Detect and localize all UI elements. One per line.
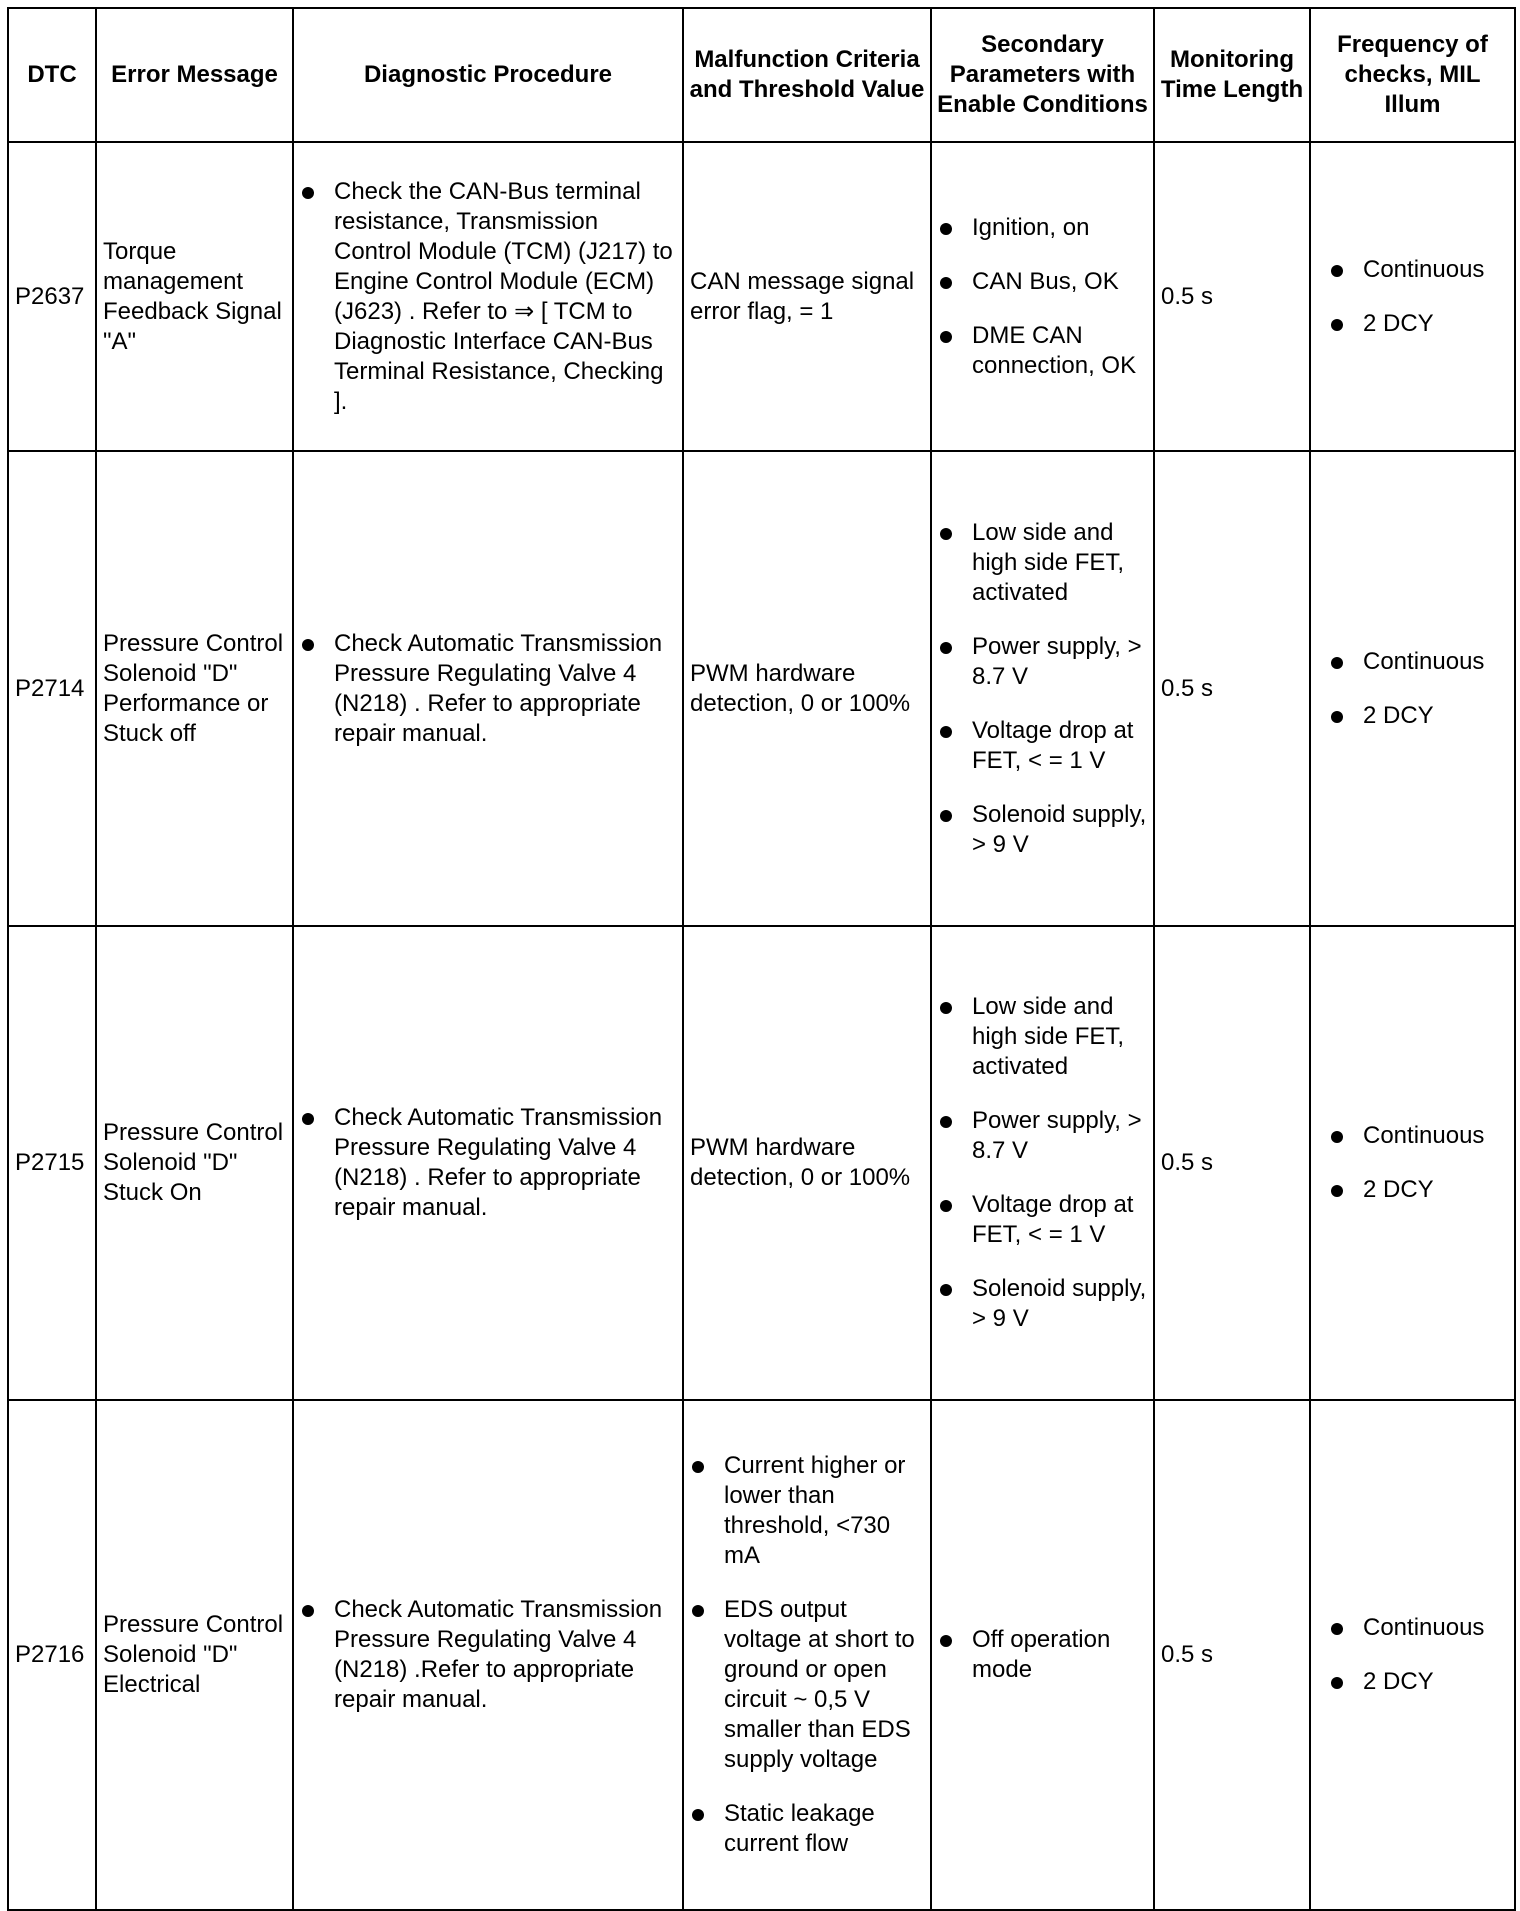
secondary-item: Power supply, > 8.7 V: [938, 632, 1147, 692]
frequency-item: 2 DCY: [1329, 1667, 1508, 1697]
frequency: [1310, 451, 1515, 926]
secondary-item: Solenoid supply, > 9 V: [938, 800, 1147, 860]
table-row: [8, 451, 1515, 926]
table-row: [8, 1400, 1515, 1910]
frequency-item: 2 DCY: [1329, 1175, 1508, 1205]
malfunction-criteria: PWM hardware detection, 0 or 100%: [683, 926, 931, 1400]
header-diagnostic-procedure: Diagnostic Procedure: [293, 8, 683, 142]
monitoring-time: 0.5 s: [1154, 142, 1310, 451]
header-frequency: Frequency of checks, MIL Illum: [1310, 8, 1515, 142]
procedure-item: Check Automatic Transmission Pressure Regulating Valve 4 (N218) . Refer to appropriate repair manual.: [300, 1103, 676, 1223]
dtc-code: P2714: [8, 451, 96, 926]
secondary-parameters: [931, 1400, 1154, 1910]
frequency-item: Continuous: [1329, 1121, 1508, 1151]
diagnostic-procedure: [293, 926, 683, 1400]
malfunction-criteria: CAN message signal error flag, = 1: [683, 142, 931, 451]
dtc-code: P2716: [8, 1400, 96, 1910]
frequency-item: Continuous: [1329, 1613, 1508, 1643]
table-row: [8, 926, 1515, 1400]
header-malfunction-criteria: Malfunction Criteria and Threshold Value: [683, 8, 931, 142]
secondary-item: Power supply, > 8.7 V: [938, 1106, 1147, 1166]
dtc-code: P2637: [8, 142, 96, 451]
table-row: [8, 142, 1515, 451]
criteria-item: EDS output voltage at short to ground or open circuit ~ 0,5 V smaller than EDS supply voltage: [690, 1595, 924, 1775]
diagnostic-procedure: [293, 451, 683, 926]
monitoring-time: 0.5 s: [1154, 1400, 1310, 1910]
secondary-item: Voltage drop at FET, < = 1 V: [938, 716, 1147, 776]
secondary-parameters: [931, 142, 1154, 451]
secondary-item: Solenoid supply, > 9 V: [938, 1274, 1147, 1334]
frequency-item: 2 DCY: [1329, 309, 1508, 339]
criteria-item: Static leakage current flow: [690, 1799, 924, 1859]
frequency-item: Continuous: [1329, 255, 1508, 285]
error-message: Torque management Feedback Signal "A": [96, 142, 293, 451]
header-error-message: Error Message: [96, 8, 293, 142]
monitoring-time: 0.5 s: [1154, 451, 1310, 926]
procedure-item: Check Automatic Transmission Pressure Regulating Valve 4 (N218) . Refer to appropriate repair manual.: [300, 629, 676, 749]
diagnostic-procedure: [293, 1400, 683, 1910]
header-monitoring-time: Monitoring Time Length: [1154, 8, 1310, 142]
malfunction-criteria: PWM hardware detection, 0 or 100%: [683, 451, 931, 926]
criteria-item: Current higher or lower than threshold, <730 mA: [690, 1451, 924, 1571]
error-message: Pressure Control Solenoid "D" Performance or Stuck off: [96, 451, 293, 926]
secondary-item: Low side and high side FET, activated: [938, 518, 1147, 608]
secondary-item: CAN Bus, OK: [938, 267, 1147, 297]
header-row: [8, 8, 1515, 142]
secondary-item: Voltage drop at FET, < = 1 V: [938, 1190, 1147, 1250]
header-secondary-parameters: Secondary Parameters with Enable Conditions: [931, 8, 1154, 142]
error-message: Pressure Control Solenoid "D" Stuck On: [96, 926, 293, 1400]
secondary-parameters: [931, 926, 1154, 1400]
secondary-parameters: [931, 451, 1154, 926]
frequency-item: 2 DCY: [1329, 701, 1508, 731]
secondary-item: DME CAN connection, OK: [938, 321, 1147, 381]
error-message: Pressure Control Solenoid "D" Electrical: [96, 1400, 293, 1910]
secondary-item: Low side and high side FET, activated: [938, 992, 1147, 1082]
diagnostic-procedure: [293, 142, 683, 451]
frequency: [1310, 926, 1515, 1400]
procedure-item: Check Automatic Transmission Pressure Regulating Valve 4 (N218) .Refer to appropriate repair manual.: [300, 1595, 676, 1715]
procedure-item: Check the CAN-Bus terminal resistance, Transmission Control Module (TCM) (J217) to Engine Control Module (ECM) (J623) . Refer to ⇒ [ TCM to Diagnostic Interface CAN-Bus Terminal Resistance, Checking ].: [300, 177, 676, 417]
secondary-item: Ignition, on: [938, 213, 1147, 243]
secondary-item: Off operation mode: [938, 1625, 1147, 1685]
malfunction-criteria: [683, 1400, 931, 1910]
monitoring-time: 0.5 s: [1154, 926, 1310, 1400]
header-dtc: DTC: [8, 8, 96, 142]
frequency: [1310, 142, 1515, 451]
frequency-item: Continuous: [1329, 647, 1508, 677]
frequency: [1310, 1400, 1515, 1910]
dtc-code: P2715: [8, 926, 96, 1400]
dtc-table: [7, 7, 1516, 1911]
